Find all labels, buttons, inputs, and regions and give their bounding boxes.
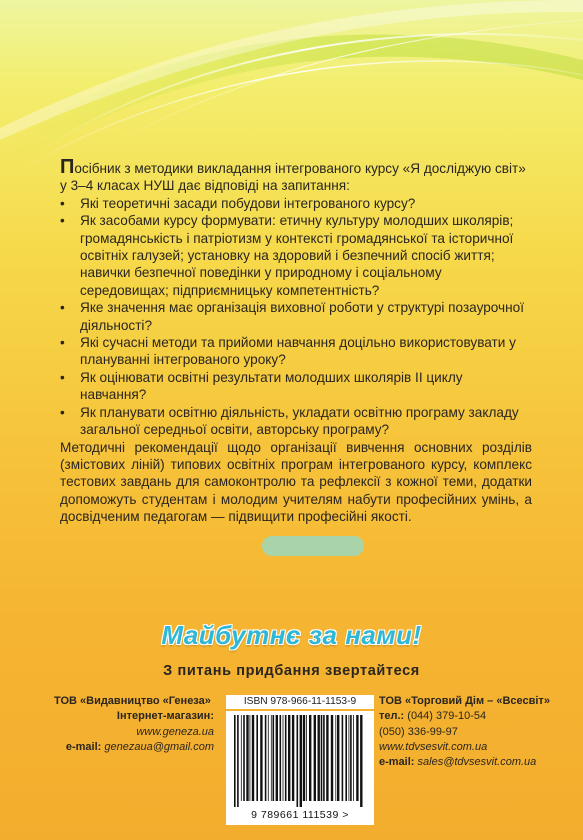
bullet-icon: • (60, 300, 65, 316)
list-item (60, 212, 532, 299)
bullet-icon: • (60, 369, 65, 385)
questions-list (60, 195, 532, 439)
barcode-icon (232, 715, 368, 807)
intro-text: осібник з методики викладання інтегрованого курсу «Я досліджую світ» у 3–4 класах НУШ дає відповіді на запитання: (60, 161, 526, 194)
distributor-website-link[interactable]: www.tdvsesvit.com.ua (379, 740, 488, 753)
bullet-icon: • (60, 213, 65, 229)
question-text: Які теоретичні засади побудови інтегрованого курсу? (80, 195, 416, 211)
question-text: Як оцінювати освітні результати молодших школярів ІІ циклу навчання? (80, 369, 463, 403)
distributor-name: ТОВ «Торговий Дім – «Всесвіт» (379, 695, 550, 707)
decorative-pill (262, 536, 364, 556)
shop-label: Інтернет-магазин: (116, 710, 214, 723)
publisher-name: ТОВ «Видавництво «Генеза» (54, 695, 211, 707)
drop-cap: П (60, 156, 75, 178)
phone-2: (050) 336-99-97 (379, 725, 458, 738)
distributor-email-link[interactable]: sales@tdvsesvit.com.ua (417, 756, 537, 769)
question-text: Які сучасні методи та прийоми навчання доцільно використовувати у плануванні інтегрованого уроку? (80, 335, 516, 368)
email-label: e-mail: (65, 740, 102, 753)
list-item (60, 369, 532, 404)
list-item (60, 195, 532, 212)
question-text: Яке значення має організація виховної роботи у структурі позаурочної діяльності? (80, 300, 524, 333)
bullet-icon: • (60, 335, 65, 351)
phone-label: тел.: (379, 710, 405, 723)
slogan: Майбутнє за нами! (161, 620, 422, 650)
intro-paragraph (60, 156, 532, 195)
publisher-email-link[interactable]: genezaua@gmail.com (104, 740, 214, 753)
barcode-digits: 9 789661 111539 > (251, 809, 349, 821)
bullet-icon: • (60, 195, 65, 211)
publisher-contacts (54, 694, 214, 755)
list-item (60, 334, 532, 369)
email-label: e-mail: (379, 756, 415, 769)
phone-1: (044) 379-10-54 (407, 710, 487, 723)
question-text: Як засобами курсу формувати: етичну культуру молодших школярів; громадянськість і патріотизм у контексті громадянської та історичної освітніх галузей; установку на здоровий і безпечний спосіб життя; навички безпечної поведінки у природному і соціальному середовищах; підприємницьку компетентність? (80, 213, 514, 298)
question-text: Як планувати освітню діяльність, укладати освітню програму закладу загальної середньої освіти, авторську програму? (80, 404, 519, 438)
isbn-number: ISBN 978-966-11-1153-9 (226, 695, 374, 709)
distributor-contacts (379, 694, 569, 770)
barcode-box (226, 711, 374, 825)
list-item (60, 299, 532, 334)
publisher-website-link[interactable]: www.geneza.ua (136, 725, 214, 738)
closing-paragraph: Методичні рекомендації щодо організації вивчення основних розділів (змістових ліній) типових освітніх програм інтегрованого курсу, комплекс тестових завдань для самоконтролю та рефлексії з кожної теми, додатки допоможуть студентам і молодим учителям набути професійних умінь, а досвідченим педагогам — підвищити професійні якості. (60, 439, 532, 525)
description-text (60, 156, 532, 526)
contact-heading: З питань придбання звертайтеся (163, 663, 420, 679)
list-item (60, 404, 532, 439)
bullet-icon: • (60, 404, 65, 420)
isbn-block (226, 695, 374, 825)
